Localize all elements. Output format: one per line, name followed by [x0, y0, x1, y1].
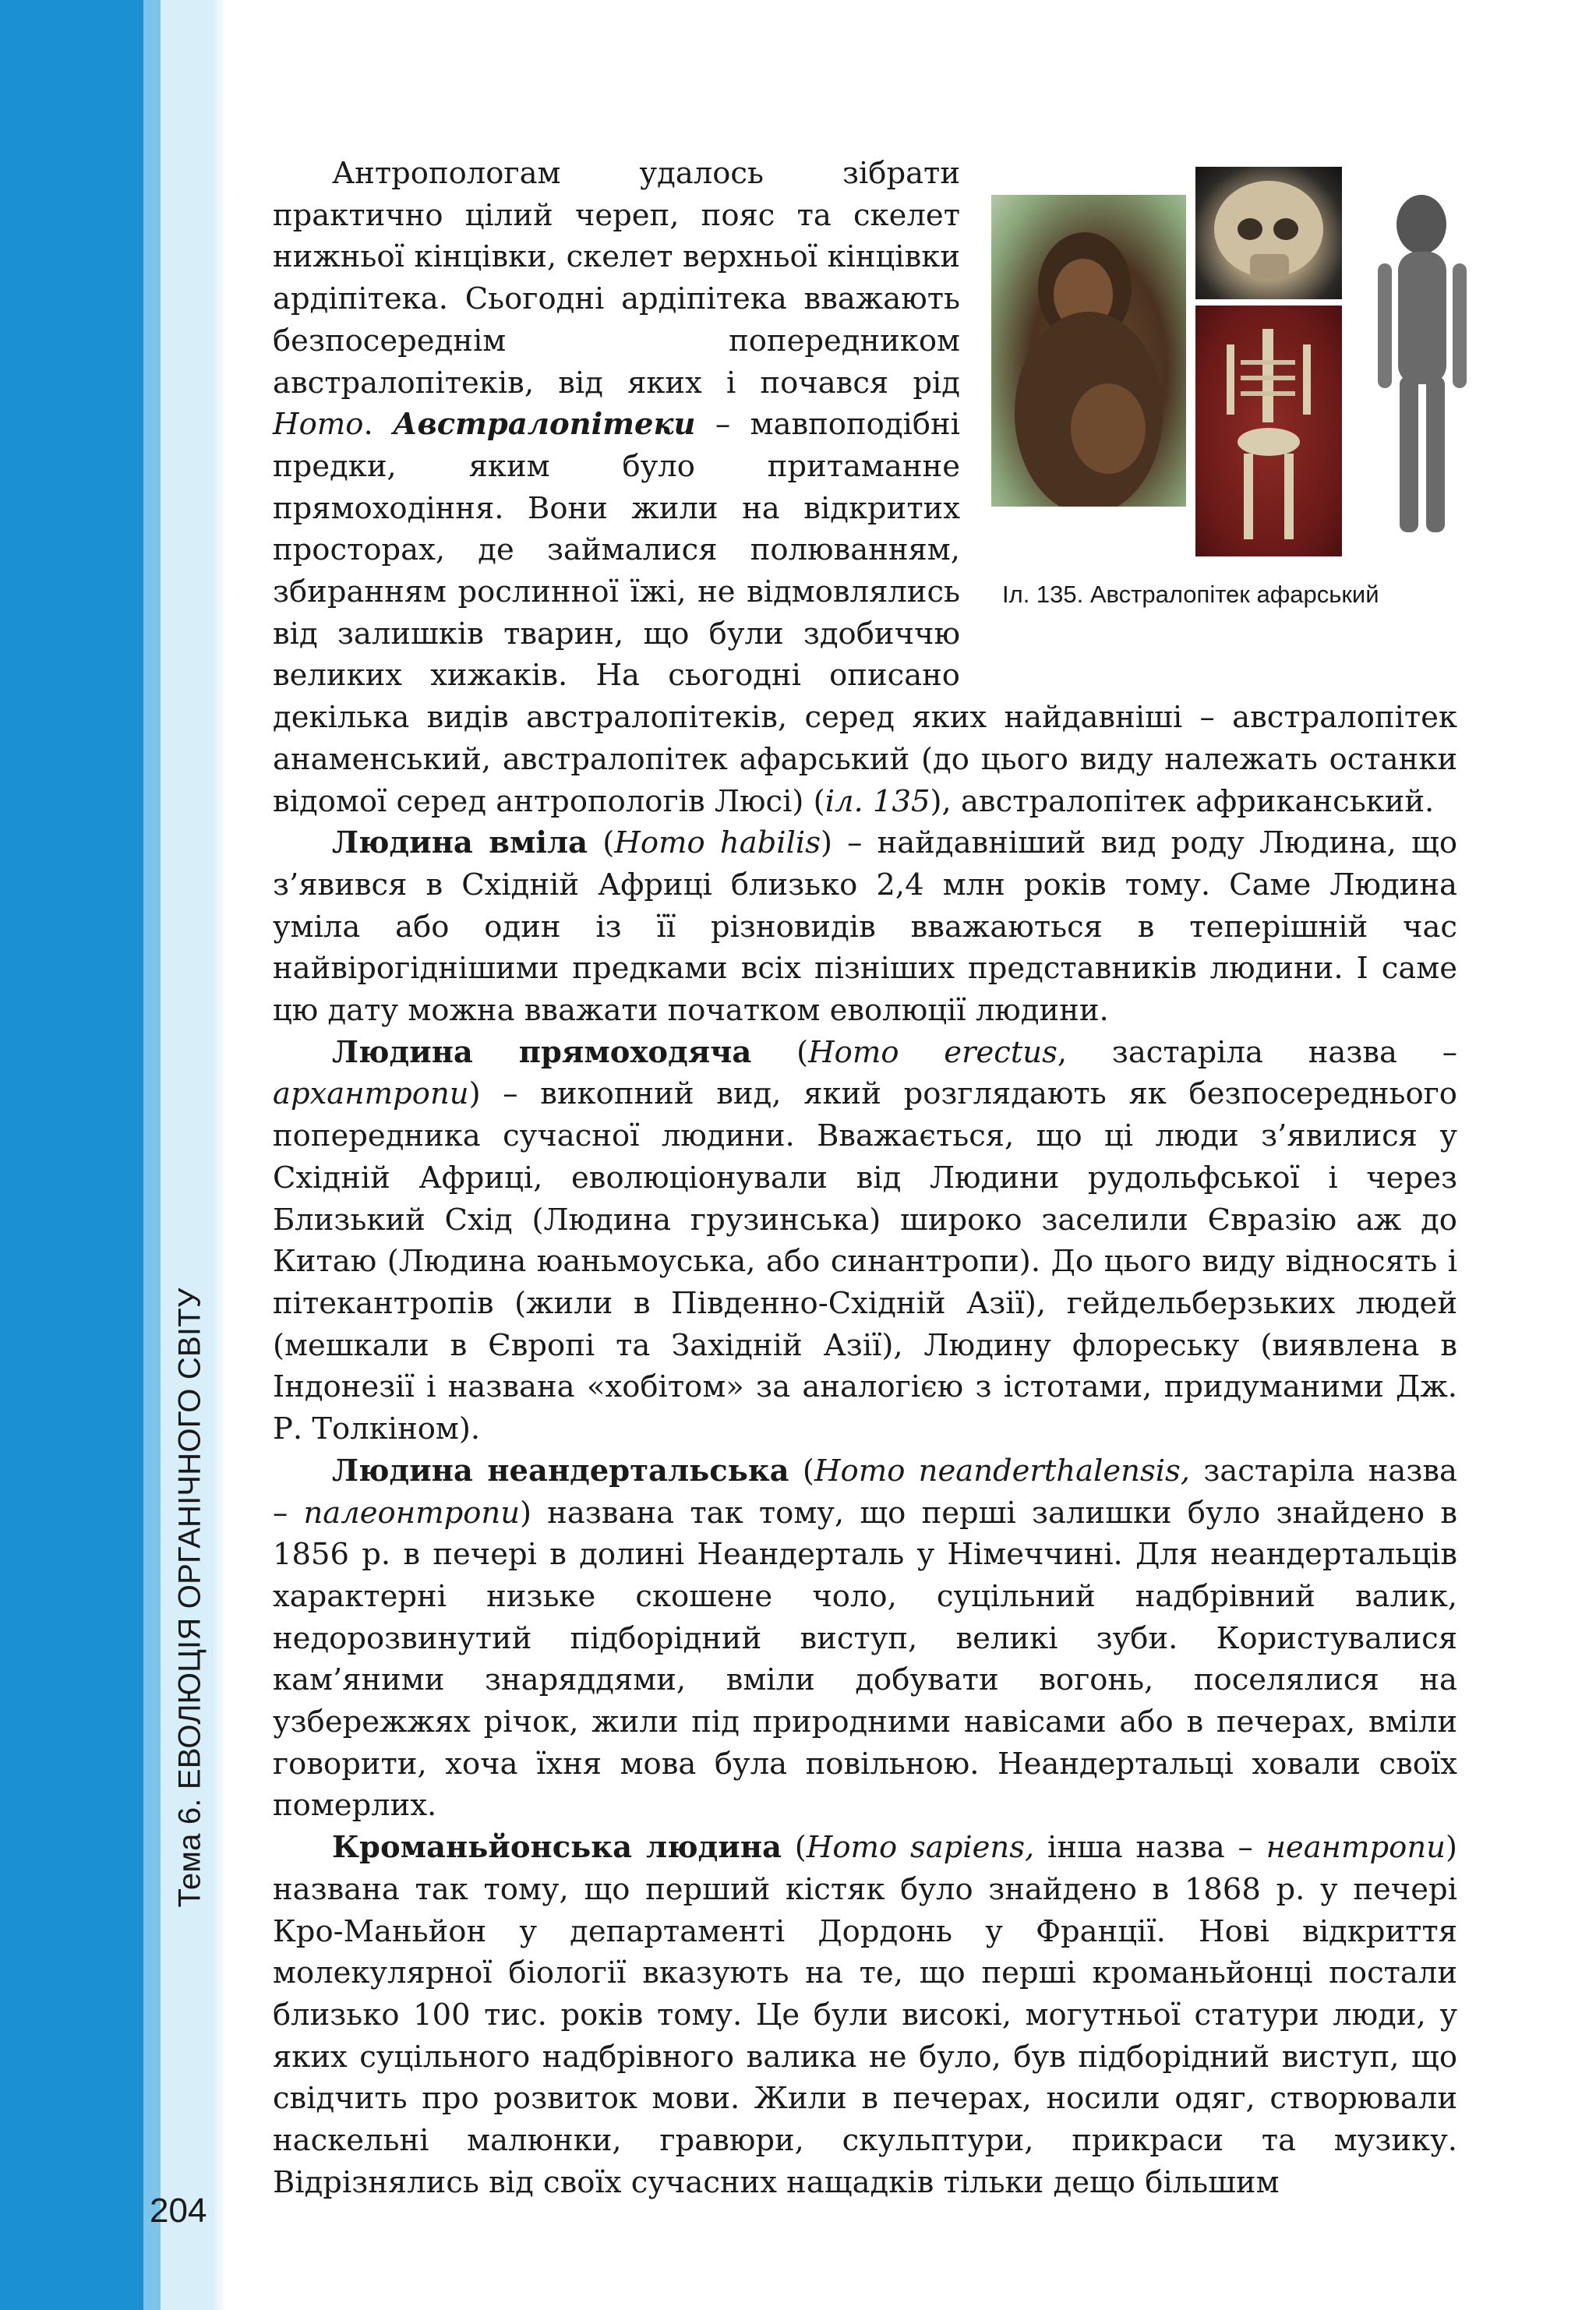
standing-figure-image: [1351, 178, 1484, 552]
paragraph-4: Людина неандертальська (Homo neanderthalensis, застаріла назва – палеонтропи) названа так тому, що перші залишки було знайдено в 1856 р. в печері в долині Неандерталь у Німеччині. Для неандертальців характерні низьке скошене чоло, суцільний надбрівний валик, недорозвинутий підборідний виступ, великі зуби. Користувалися кам’яними знаряддями, вміли добувати вогонь, поселялися на узбережжях річок, жили під природними навісами або в печерах, вміли говорити, хоча їхня мова була повільною. Неандертальці ховали своїх померлих.: [273, 1453, 1458, 1824]
paragraph-5: Кроманьйонська людина (Homo sapiens, інша назва – неантропи) названа так тому, що перший кістяк було знайдено в 1868 р. у печері Кро-Маньйон у департаменті Дордонь у Франції. Нові відкриття молекулярної біології вказують на те, що перші кроманьйонці постали близько 100 тис. років тому. Це були високі, могутньої статури люди, у яких суцільного надбрівного валика не було, був підборідний виступ, що свідчить про розвиток мови. Жили в печерах, носили одяг, створювали наскельні малюнки, гравюри, скульптури, прикраси та музику. Відрізнялись від своїх сучасних нащадків тільки дещо більшим: [273, 1830, 1457, 2200]
body-text: [273, 153, 1457, 2203]
figure-135: [991, 167, 1474, 666]
figure-caption: Іл. 135. Австралопітек афарський: [1002, 581, 1379, 608]
chapter-label: Тема 6. ЕВОЛЮЦІЯ ОРГАНІЧНОГО СВІТУ: [172, 1287, 207, 1908]
paragraph-2: Людина вміла (Homo habilis) – найдавніший вид роду Людина, що з’явився в Східній Африці близько 2,4 млн років тому. Саме Людина уміла або один із її різновидів вважаються в теперішній час найвірогіднішими предками всіх пізніших представників людини. І саме цю дату можна вважати початком еволюції людини.: [273, 825, 1457, 1029]
australopithecus-reconstruction-image: [991, 195, 1186, 507]
page-number: 204: [150, 2192, 207, 2230]
paragraph-1: Антропологам удалось зібрати практично цілий череп, пояс та скелет нижньої кінцівки, скелет верхньої кінцівки ардіпітека. Сьогодні ардіпітека вважають безпосереднім попередником австралопітеків, від яких і почався рід Homo. Австралопітеки – мавпоподібні предки, яким було притаманне прямоходіння. Вони жили на відкритих просторах, де займалися полюванням, збиранням рослинної їжі, не відмовлялись від залишків тварин, що були здобиччю великих хижаків. На сьогодні описано декілька видів австралопітеків, серед яких найдавніші – австралопітек анаменський, австралопітек афарський (до цього виду належать останки відомої серед антропологів Люсі) (іл. 135), австралопітек африканський.: [273, 156, 1457, 819]
skeleton-bones-image: [1195, 306, 1342, 556]
side-stripe: [0, 0, 143, 2310]
paragraph-3: Людина прямоходяча (Homo erectus, застаріла назва – архантропи) – викопний вид, який розглядають як безпосереднього попередника сучасної людини. Вважається, що ці люди з’явилися у Східній Африці, еволюціонували від Людини рудольфської і через Близький Схід (Людина грузинська) широко заселили Євразію аж до Китаю (Людина юаньмоуська, або синантропи). До цього виду відносять і пітекантропів (жили в Південно-Східній Азії), гейдельберзьких людей (мешкали в Європі та Західній Азії), Людину флореську (виявлена в Індонезії і названа «хобітом» за аналогією з істотами, придуманими Дж. Р. Толкіном).: [273, 1034, 1457, 1447]
skull-image: [1195, 167, 1342, 299]
